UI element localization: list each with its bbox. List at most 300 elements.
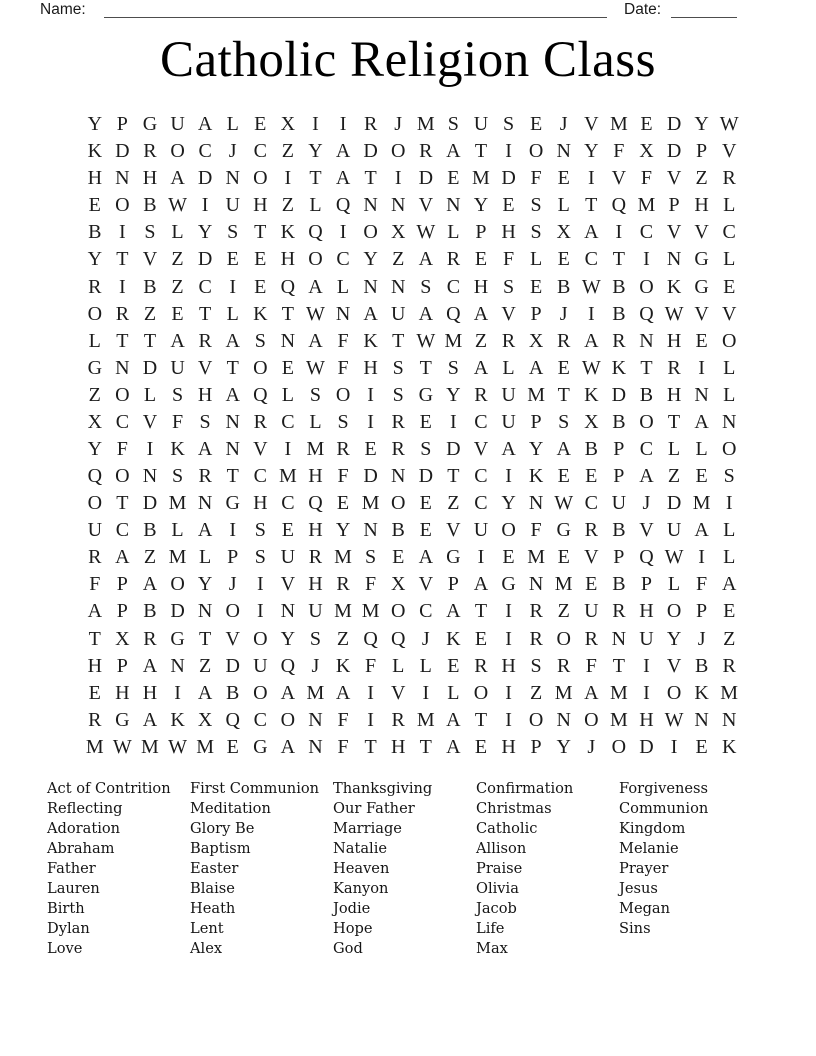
grid-letter: A bbox=[280, 681, 296, 704]
grid-letter: N bbox=[363, 519, 378, 542]
grid-letter: K bbox=[363, 329, 378, 352]
grid-letter: R bbox=[198, 465, 212, 488]
grid-letter: C bbox=[446, 275, 461, 298]
grid-letter: W bbox=[416, 329, 436, 352]
grid-letter: I bbox=[367, 708, 374, 731]
word-list-item: Meditation bbox=[190, 799, 271, 817]
word-list-item: Our Father bbox=[333, 799, 415, 817]
grid-letter: L bbox=[723, 356, 736, 379]
grid-letter: E bbox=[88, 681, 101, 704]
grid-letter: A bbox=[225, 329, 240, 352]
grid-letter: V bbox=[584, 546, 599, 569]
grid-letter: I bbox=[505, 600, 512, 623]
grid-letter: E bbox=[502, 546, 515, 569]
grid-letter: O bbox=[721, 329, 737, 352]
grid-letter: F bbox=[337, 356, 349, 379]
grid-letter: L bbox=[530, 248, 543, 271]
grid-letter: O bbox=[390, 492, 406, 515]
word-list-item: Jodie bbox=[333, 899, 371, 917]
grid-letter: E bbox=[695, 329, 708, 352]
grid-letter: N bbox=[280, 600, 296, 623]
grid-letter: H bbox=[197, 383, 213, 406]
grid-letter: A bbox=[446, 735, 461, 758]
grid-letter: C bbox=[419, 600, 433, 623]
grid-letter: R bbox=[474, 654, 488, 677]
grid-letter: R bbox=[198, 329, 212, 352]
grid-letter: E bbox=[557, 248, 570, 271]
grid-letter: D bbox=[363, 140, 378, 163]
grid-letter: Y bbox=[528, 437, 544, 460]
grid-letter: I bbox=[450, 410, 457, 433]
grid-letter: D bbox=[142, 356, 158, 379]
grid-letter: H bbox=[501, 654, 516, 677]
grid-letter: P bbox=[530, 410, 542, 433]
grid-letter: E bbox=[392, 546, 405, 569]
grid-letter: H bbox=[473, 275, 489, 298]
grid-letter: X bbox=[556, 221, 571, 244]
grid-letter: E bbox=[226, 248, 239, 271]
grid-letter: T bbox=[612, 654, 625, 677]
grid-letter: M bbox=[168, 546, 187, 569]
grid-letter: P bbox=[696, 140, 708, 163]
grid-letter: N bbox=[446, 194, 461, 217]
grid-letter: E bbox=[88, 194, 101, 217]
grid-letter: F bbox=[696, 573, 708, 596]
grid-letter: P bbox=[227, 546, 239, 569]
grid-letter: A bbox=[501, 437, 516, 460]
grid-letter: C bbox=[198, 140, 212, 163]
grid-letter: G bbox=[694, 275, 709, 298]
grid-letter: M bbox=[306, 437, 325, 460]
grid-letter: Z bbox=[281, 140, 294, 163]
grid-letter: W bbox=[664, 302, 684, 325]
grid-letter: A bbox=[308, 329, 323, 352]
grid-letter: E bbox=[640, 113, 653, 136]
grid-letter: S bbox=[530, 221, 542, 244]
grid-letter: Y bbox=[694, 113, 709, 136]
grid-letter: B bbox=[694, 654, 709, 677]
grid-letter: H bbox=[115, 681, 130, 704]
grid-letter: A bbox=[335, 140, 351, 163]
grid-letter: V bbox=[639, 519, 654, 542]
grid-letter: T bbox=[281, 302, 294, 325]
grid-letter: E bbox=[281, 519, 294, 542]
grid-letter: M bbox=[168, 492, 187, 515]
grid-letter: D bbox=[418, 465, 434, 488]
grid-letter: E bbox=[474, 627, 488, 650]
grid-letter: H bbox=[280, 248, 296, 271]
grid-letter: C bbox=[584, 248, 598, 271]
grid-letter: O bbox=[528, 708, 544, 731]
grid-letter: T bbox=[419, 356, 432, 379]
grid-letter: X bbox=[197, 708, 213, 731]
grid-letter: D bbox=[197, 248, 213, 271]
word-list-item: Praise bbox=[476, 859, 523, 877]
grid-letter: G bbox=[87, 356, 103, 379]
word-list-item: Lent bbox=[190, 919, 224, 937]
date-label: Date: bbox=[624, 1, 662, 18]
grid-letter: N bbox=[115, 356, 130, 379]
grid-letter: S bbox=[365, 546, 377, 569]
grid-letter: E bbox=[695, 735, 708, 758]
grid-letter: S bbox=[420, 275, 432, 298]
word-list-item: Heaven bbox=[333, 859, 390, 877]
grid-letter: U bbox=[280, 546, 296, 569]
word-list-item: Melanie bbox=[619, 839, 679, 857]
grid-letter: I bbox=[725, 492, 733, 515]
grid-letter: H bbox=[390, 735, 406, 758]
grid-letter: T bbox=[474, 140, 488, 163]
grid-letter: D bbox=[418, 167, 434, 190]
grid-letter: L bbox=[199, 546, 212, 569]
grid-letter: P bbox=[116, 654, 128, 677]
grid-letter: Z bbox=[557, 600, 570, 623]
grid-letter: J bbox=[421, 627, 430, 650]
grid-letter: Z bbox=[171, 248, 184, 271]
grid-letter: E bbox=[447, 654, 460, 677]
grid-letter: H bbox=[501, 221, 516, 244]
grid-letter: I bbox=[505, 140, 512, 163]
grid-letter: R bbox=[529, 627, 543, 650]
grid-letter: L bbox=[447, 681, 460, 704]
grid-letter: R bbox=[584, 627, 598, 650]
grid-letter: E bbox=[254, 275, 267, 298]
grid-letter: G bbox=[694, 248, 709, 271]
grid-letter: E bbox=[557, 465, 570, 488]
grid-letter: N bbox=[694, 383, 709, 406]
word-list-item: Catholic bbox=[476, 819, 538, 837]
grid-letter: L bbox=[723, 546, 736, 569]
word-list-item: Prayer bbox=[619, 859, 669, 877]
grid-letter: I bbox=[146, 437, 154, 460]
grid-letter: X bbox=[390, 221, 406, 244]
grid-letter: F bbox=[337, 708, 349, 731]
grid-letter: J bbox=[559, 113, 568, 136]
grid-letter: I bbox=[229, 519, 237, 542]
grid-letter: R bbox=[336, 573, 350, 596]
grid-letter: Q bbox=[308, 221, 323, 244]
word-list-item: Natalie bbox=[333, 839, 388, 857]
word-list-item: Heath bbox=[190, 899, 236, 917]
grid-letter: A bbox=[335, 167, 351, 190]
grid-letter: S bbox=[309, 383, 322, 406]
grid-letter: H bbox=[363, 356, 378, 379]
grid-letter: E bbox=[474, 735, 488, 758]
grid-letter: T bbox=[143, 329, 157, 352]
grid-letter: U bbox=[666, 519, 682, 542]
grid-letter: M bbox=[416, 113, 435, 136]
grid-letter: F bbox=[337, 735, 349, 758]
grid-letter: J bbox=[587, 735, 596, 758]
grid-letter: O bbox=[280, 708, 296, 731]
grid-letter: L bbox=[309, 410, 322, 433]
grid-letter: T bbox=[364, 167, 377, 190]
grid-letter: U bbox=[584, 600, 599, 623]
grid-letter: U bbox=[611, 492, 627, 515]
grid-letter: I bbox=[643, 248, 650, 271]
grid-letter: J bbox=[559, 302, 568, 325]
word-list-item: Birth bbox=[47, 899, 85, 917]
grid-letter: I bbox=[284, 167, 292, 190]
grid-letter: X bbox=[87, 410, 103, 433]
word-list-item: Adoration bbox=[47, 819, 121, 837]
grid-letter: Z bbox=[447, 492, 460, 515]
grid-letter: D bbox=[666, 492, 682, 515]
grid-letter: L bbox=[143, 383, 157, 406]
grid-letter: O bbox=[666, 681, 682, 704]
grid-letter: Y bbox=[666, 627, 682, 650]
grid-letter: G bbox=[115, 708, 130, 731]
grid-letter: E bbox=[585, 465, 598, 488]
grid-letter: R bbox=[557, 329, 571, 352]
grid-letter: L bbox=[171, 221, 184, 244]
grid-letter: V bbox=[418, 573, 434, 596]
word-list-item: Father bbox=[47, 859, 96, 877]
word-list-item: Baptism bbox=[190, 839, 251, 857]
grid-letter: I bbox=[256, 573, 264, 596]
grid-letter: T bbox=[585, 194, 598, 217]
grid-letter: W bbox=[416, 221, 436, 244]
grid-letter: U bbox=[501, 410, 516, 433]
grid-letter: F bbox=[116, 437, 128, 460]
grid-letter: I bbox=[229, 275, 237, 298]
grid-letter: L bbox=[392, 654, 405, 677]
grid-letter: Z bbox=[392, 248, 405, 271]
grid-letter: X bbox=[280, 113, 296, 136]
grid-letter: N bbox=[280, 329, 296, 352]
grid-letter: N bbox=[556, 708, 571, 731]
grid-letter: N bbox=[390, 194, 406, 217]
grid-letter: E bbox=[530, 275, 543, 298]
grid-letter: P bbox=[116, 113, 128, 136]
word-list-column bbox=[619, 779, 762, 959]
grid-letter: C bbox=[639, 437, 654, 460]
grid-letter: I bbox=[643, 654, 650, 677]
grid-letter: R bbox=[391, 410, 405, 433]
grid-letter: N bbox=[363, 194, 378, 217]
grid-letter: S bbox=[530, 194, 542, 217]
grid-letter: X bbox=[584, 410, 599, 433]
grid-letter: B bbox=[88, 221, 102, 244]
grid-letter: V bbox=[666, 167, 682, 190]
grid-letter: N bbox=[225, 167, 240, 190]
grid-letter: M bbox=[692, 492, 711, 515]
grid-letter: M bbox=[416, 708, 435, 731]
grid-letter: C bbox=[198, 275, 212, 298]
word-list-item: Glory Be bbox=[190, 819, 255, 837]
grid-letter: D bbox=[197, 167, 213, 190]
grid-letter: E bbox=[254, 248, 267, 271]
grid-letter: E bbox=[557, 167, 570, 190]
grid-letter: O bbox=[666, 600, 682, 623]
grid-letter: R bbox=[88, 546, 102, 569]
grid-letter: A bbox=[473, 356, 489, 379]
grid-letter: K bbox=[584, 383, 599, 406]
grid-letter: I bbox=[201, 194, 209, 217]
grid-letter: Z bbox=[530, 681, 543, 704]
grid-letter: S bbox=[199, 410, 211, 433]
grid-letter: O bbox=[556, 627, 571, 650]
grid-letter: D bbox=[115, 140, 130, 163]
grid-letter: A bbox=[197, 519, 213, 542]
grid-letter: N bbox=[639, 329, 654, 352]
grid-letter: A bbox=[473, 302, 489, 325]
grid-letter: T bbox=[309, 167, 322, 190]
grid-letter: T bbox=[88, 627, 101, 650]
grid-letter: V bbox=[280, 573, 296, 596]
grid-letter: I bbox=[394, 167, 402, 190]
grid-letter: R bbox=[529, 600, 543, 623]
grid-letter: I bbox=[587, 167, 595, 190]
grid-letter: I bbox=[284, 437, 292, 460]
grid-letter: E bbox=[695, 465, 708, 488]
grid-letter: C bbox=[336, 248, 350, 271]
grid-letter: H bbox=[308, 465, 323, 488]
name-label: Name: bbox=[40, 1, 86, 18]
grid-letter: L bbox=[309, 194, 322, 217]
grid-letter: O bbox=[639, 275, 654, 298]
grid-letter: O bbox=[115, 465, 130, 488]
grid-letter: T bbox=[640, 356, 653, 379]
grid-letter: T bbox=[474, 600, 488, 623]
grid-letter: N bbox=[225, 410, 240, 433]
grid-letter: E bbox=[419, 519, 432, 542]
grid-letter: R bbox=[253, 410, 267, 433]
word-list-column bbox=[190, 779, 333, 959]
grid-letter: P bbox=[613, 546, 625, 569]
grid-letter: A bbox=[363, 302, 378, 325]
word-list-item: Reflecting bbox=[47, 799, 123, 817]
grid-letter: M bbox=[527, 546, 546, 569]
grid-letter: Q bbox=[87, 465, 103, 488]
grid-letter: S bbox=[723, 465, 735, 488]
grid-letter: M bbox=[141, 735, 159, 758]
word-list-item: Easter bbox=[190, 859, 239, 877]
grid-letter: I bbox=[505, 627, 512, 650]
grid-letter: G bbox=[556, 519, 571, 542]
grid-letter: Z bbox=[474, 329, 488, 352]
grid-letter: A bbox=[170, 329, 185, 352]
word-list-item: Act of Contrition bbox=[47, 780, 171, 797]
grid-letter: A bbox=[584, 329, 599, 352]
word-list-item: Allison bbox=[476, 839, 527, 857]
grid-letter: E bbox=[447, 167, 460, 190]
grid-letter: A bbox=[197, 681, 213, 704]
grid-letter: K bbox=[528, 465, 544, 488]
grid-letter: S bbox=[309, 627, 322, 650]
grid-letter: C bbox=[115, 410, 130, 433]
grid-letter: E bbox=[364, 437, 377, 460]
word-list-item: Marriage bbox=[333, 819, 402, 837]
grid-letter: P bbox=[613, 437, 625, 460]
grid-letter: T bbox=[226, 465, 239, 488]
grid-letter: L bbox=[281, 383, 294, 406]
grid-letter: E bbox=[171, 302, 184, 325]
grid-letter: K bbox=[611, 356, 627, 379]
grid-letter: D bbox=[363, 465, 378, 488]
grid-letter: R bbox=[363, 113, 378, 136]
grid-letter: W bbox=[554, 492, 574, 515]
grid-letter: Q bbox=[308, 492, 323, 515]
grid-letter: V bbox=[142, 248, 158, 271]
grid-letter: W bbox=[168, 735, 187, 758]
grid-letter: A bbox=[446, 708, 461, 731]
grid-letter: V bbox=[446, 519, 461, 542]
grid-letter: K bbox=[694, 681, 709, 704]
grid-letter: L bbox=[667, 437, 681, 460]
grid-letter: D bbox=[225, 654, 240, 677]
grid-letter: E bbox=[530, 113, 543, 136]
grid-letter: Q bbox=[280, 275, 296, 298]
grid-letter: N bbox=[363, 275, 378, 298]
grid-letter: A bbox=[280, 735, 296, 758]
grid-letter: R bbox=[722, 167, 736, 190]
grid-letter: D bbox=[639, 735, 654, 758]
grid-letter: N bbox=[528, 573, 544, 596]
grid-letter: F bbox=[530, 519, 542, 542]
grid-letter: T bbox=[364, 735, 377, 758]
grid-letter: U bbox=[170, 113, 185, 136]
grid-letter: A bbox=[584, 221, 599, 244]
grid-letter: H bbox=[87, 167, 103, 190]
grid-letter: N bbox=[390, 465, 406, 488]
grid-letter: M bbox=[306, 681, 325, 704]
grid-letter: S bbox=[502, 275, 515, 298]
grid-letter: L bbox=[419, 654, 432, 677]
grid-letter: B bbox=[639, 383, 654, 406]
grid-letter: M bbox=[609, 113, 628, 136]
grid-letter: H bbox=[87, 654, 103, 677]
grid-letter: I bbox=[312, 113, 319, 136]
grid-letter: K bbox=[721, 735, 737, 758]
grid-letter: F bbox=[89, 573, 101, 596]
word-list-item: Kanyon bbox=[333, 879, 389, 897]
grid-letter: S bbox=[171, 383, 184, 406]
grid-letter: Z bbox=[199, 654, 212, 677]
grid-letter: P bbox=[116, 600, 128, 623]
grid-letter: A bbox=[694, 410, 709, 433]
grid-letter: F bbox=[530, 167, 542, 190]
word-list-item: God bbox=[333, 939, 363, 957]
grid-letter: H bbox=[694, 194, 709, 217]
grid-letter: K bbox=[446, 627, 461, 650]
word-list-item: Blaise bbox=[190, 879, 235, 897]
grid-letter: G bbox=[418, 383, 434, 406]
grid-letter: E bbox=[419, 492, 432, 515]
grid-letter: T bbox=[474, 708, 488, 731]
grid-letter: X bbox=[390, 573, 406, 596]
grid-letter: A bbox=[639, 465, 654, 488]
grid-letter: U bbox=[308, 600, 323, 623]
grid-letter: I bbox=[339, 221, 347, 244]
grid-letter: C bbox=[639, 221, 654, 244]
grid-letter: E bbox=[281, 356, 294, 379]
grid-letter: B bbox=[612, 519, 626, 542]
grid-letter: H bbox=[253, 492, 268, 515]
grid-letter: I bbox=[367, 681, 374, 704]
grid-letter: O bbox=[528, 140, 544, 163]
grid-letter: V bbox=[694, 302, 709, 325]
grid-letter: G bbox=[170, 627, 185, 650]
grid-letter: A bbox=[335, 681, 351, 704]
grid-letter: A bbox=[528, 356, 544, 379]
grid-letter: A bbox=[418, 248, 434, 271]
date-blank-line bbox=[671, 1, 737, 18]
grid-letter: G bbox=[225, 492, 240, 515]
grid-letter: O bbox=[115, 383, 130, 406]
grid-letter: U bbox=[87, 519, 103, 542]
grid-letter: M bbox=[472, 167, 490, 190]
